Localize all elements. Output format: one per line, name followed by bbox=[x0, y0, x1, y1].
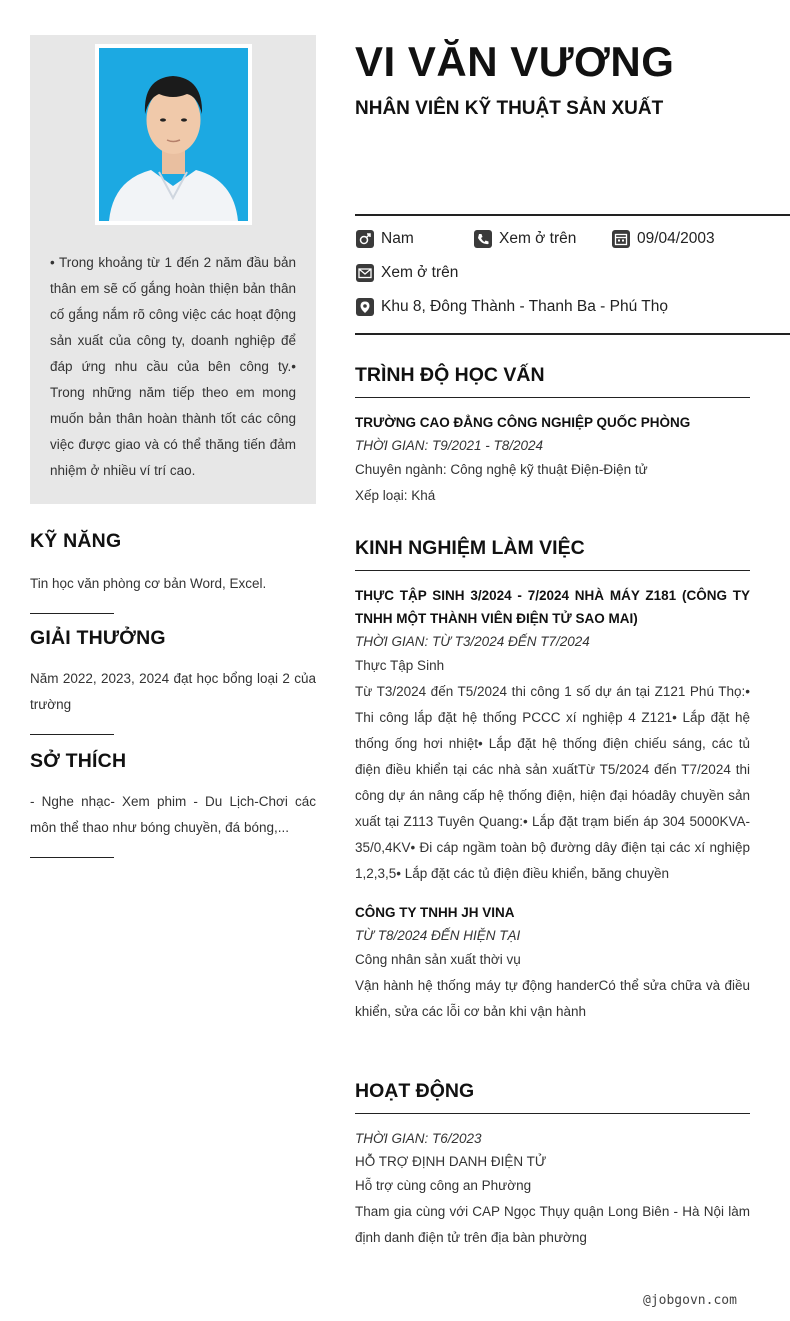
experience-section bbox=[355, 537, 750, 1025]
activity-name: HỖ TRỢ ĐỊNH DANH ĐIỆN TỬ bbox=[355, 1154, 547, 1169]
address-value: Khu 8, Đông Thành - Thanh Ba - Phú Thọ bbox=[381, 298, 668, 315]
hobbies-section bbox=[30, 750, 316, 858]
job-description: Từ T3/2024 đến T5/2024 thi công 1 số dự án tại Z121 Phú Thọ:• Thi công lắp đặt hệ thống PCCC xí nghiệp 4 Z121• Lắp đặt hệ thống ống hơi nhiệt• Lắp đặt hệ thống điện chiếu sáng, các tủ điện điều khiển tại các nhà sản xuấtTừ T5/2024 đến T7/2024 thi công dự án nâng cấp hệ thống điện, hiện đại hóadây chuyền sản xuất tại Z113 Tuyên Quang:• Lắp đặt trạm biến áp 304 5000KVA-35/0,4KV• Đi cáp ngầm toàn bộ đường dây điện tại các xí nghiệp 1,2,3,5• Lắp đặt các tủ điện điều khiển, băng chuyền bbox=[355, 684, 750, 881]
activities-heading: HOẠT ĐỘNG bbox=[355, 1080, 475, 1102]
job-period: THỜI GIAN: TỪ T3/2024 ĐẾN T7/2024 bbox=[355, 634, 590, 649]
education-major: Chuyên ngành: Công nghệ kỹ thuật Điện-Điện tử bbox=[355, 462, 648, 477]
activity-role: Hỗ trợ cùng công an Phường bbox=[355, 1178, 532, 1193]
gender-value: Nam bbox=[381, 230, 414, 247]
activity-description: Tham gia cùng với CAP Ngọc Thụy quận Long Biên - Hà Nội làm định danh điện tử trên địa bàn phường bbox=[355, 1204, 750, 1245]
location-pin-icon bbox=[356, 298, 374, 316]
section-rule bbox=[355, 1113, 750, 1114]
job-entry bbox=[355, 584, 750, 887]
job-org: CÔNG TY TNHH JH VINA bbox=[355, 905, 515, 920]
phone-icon bbox=[474, 230, 492, 248]
section-divider bbox=[30, 857, 114, 858]
education-period: THỜI GIAN: T9/2021 - T8/2024 bbox=[355, 438, 544, 453]
contact-divider-bottom bbox=[355, 333, 790, 335]
section-divider bbox=[30, 734, 114, 735]
skills-heading: KỸ NĂNG bbox=[30, 530, 122, 552]
job-org: THỰC TẬP SINH 3/2024 - 7/2024 NHÀ MÁY Z181 (CÔNG TY TNHH MỘT THÀNH VIÊN ĐIỆN TỬ SAO MAI) bbox=[355, 588, 750, 626]
hobbies-text: - Nghe nhạc- Xem phim - Du Lịch-Chơi các môn thể thao như bóng chuyền, đá bóng,... bbox=[30, 794, 316, 835]
candidate-title: NHÂN VIÊN KỸ THUẬT SẢN XUẤT bbox=[355, 98, 664, 119]
gender-icon bbox=[356, 230, 374, 248]
education-grade: Xếp loại: Khá bbox=[355, 488, 436, 503]
section-divider bbox=[30, 613, 114, 614]
contact-email bbox=[356, 264, 458, 282]
activity-period: THỜI GIAN: T6/2023 bbox=[355, 1131, 482, 1146]
email-value: Xem ở trên bbox=[381, 264, 459, 281]
section-rule bbox=[355, 397, 750, 398]
job-role: Công nhân sản xuất thời vụ bbox=[355, 952, 521, 967]
activities-section bbox=[355, 1080, 750, 1251]
job-role: Thực Tập Sinh bbox=[355, 658, 445, 673]
section-rule bbox=[355, 570, 750, 571]
candidate-name: VI VĂN VƯƠNG bbox=[355, 38, 675, 85]
awards-heading: GIẢI THƯỞNG bbox=[30, 627, 166, 649]
skills-section bbox=[30, 530, 316, 614]
profile-panel bbox=[30, 35, 316, 504]
contact-address bbox=[356, 298, 668, 316]
experience-heading: KINH NGHIỆM LÀM VIỆC bbox=[355, 537, 585, 559]
school-name: TRƯỜNG CAO ĐẲNG CÔNG NGHIỆP QUỐC PHÒNG bbox=[355, 415, 691, 430]
awards-section bbox=[30, 627, 316, 735]
hobbies-heading: SỞ THÍCH bbox=[30, 750, 127, 772]
career-objective: • Trong khoảng từ 1 đến 2 năm đầu bản thân em sẽ cố gắng hoàn thiện bản thân cố gắng nắm rõ công việc các hoạt động sản xuất của công ty, doanh nghiệp để đáp ứng nhu cầu của bên công ty.• Trong những năm tiếp theo em mong muốn bản thân hoàn thành tốt các công việc được giao và có thể thăng tiến đảm nhiệm ở nhiều ví trí cao. bbox=[50, 255, 296, 478]
contact-divider-top bbox=[355, 214, 790, 216]
calendar-icon bbox=[612, 230, 630, 248]
job-description: Vận hành hệ thống máy tự động handerCó thể sửa chữa và điều khiển, sửa các lỗi cơ bản khi vận hành bbox=[355, 978, 750, 1019]
profile-photo bbox=[95, 44, 252, 225]
job-period: TỪ T8/2024 ĐẾN HIỆN TẠI bbox=[355, 928, 521, 943]
birthdate-value: 09/04/2003 bbox=[637, 230, 715, 247]
skills-text: Tin học văn phòng cơ bản Word, Excel. bbox=[30, 576, 267, 591]
education-section bbox=[355, 364, 750, 509]
email-icon bbox=[356, 264, 374, 282]
contact-phone bbox=[474, 230, 576, 248]
awards-text: Năm 2022, 2023, 2024 đạt học bổng loại 2 của trường bbox=[30, 671, 316, 712]
contact-birthdate bbox=[612, 230, 715, 248]
education-heading: TRÌNH ĐỘ HỌC VẤN bbox=[355, 364, 545, 386]
site-watermark: @jobgovn.com bbox=[643, 1293, 737, 1308]
phone-value: Xem ở trên bbox=[499, 230, 577, 247]
job-entry bbox=[355, 901, 750, 1025]
contact-gender bbox=[356, 230, 414, 248]
